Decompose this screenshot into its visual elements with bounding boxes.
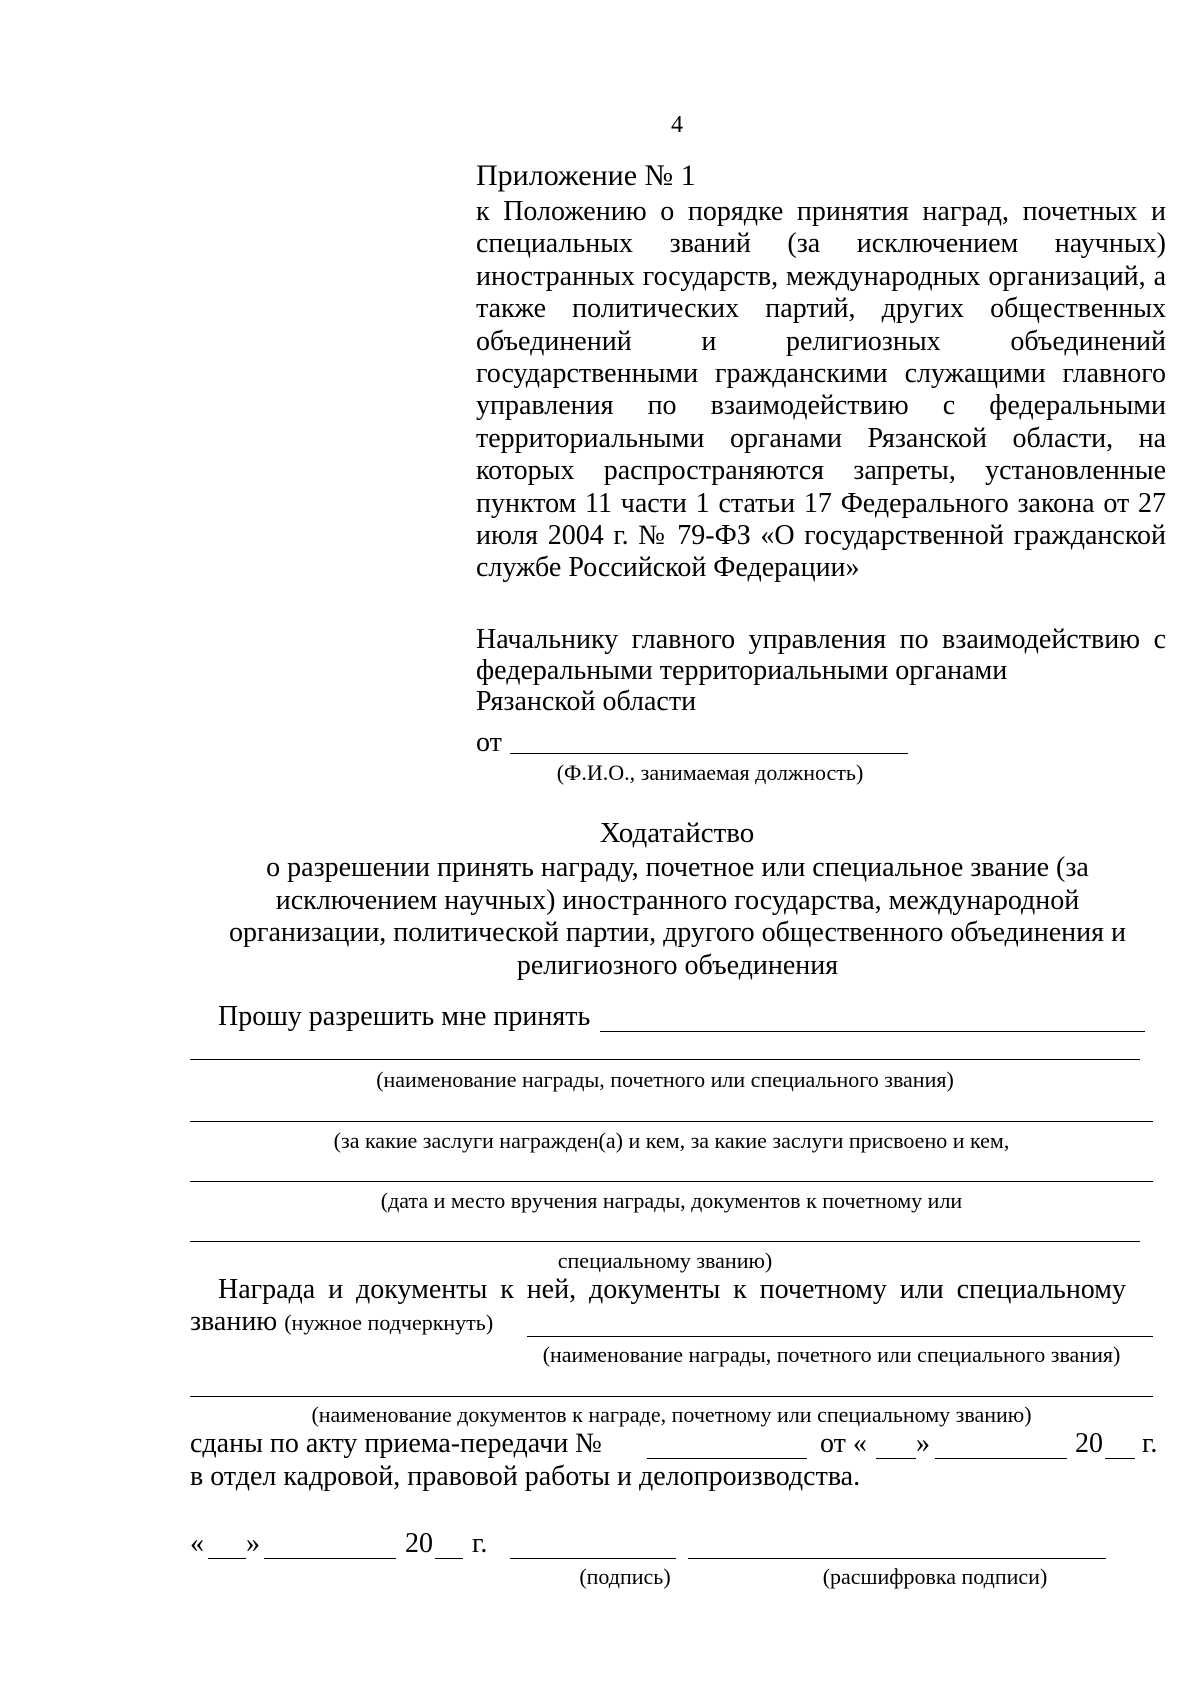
from-name-line [510,753,908,754]
petition-title: Ходатайство [599,817,755,849]
merits-caption: (за какие заслуги награжден(а) и кем, за какие заслуги присвоено и кем, [333,1128,1010,1153]
addressee-line: Начальнику главного управления по взаимодействию с [476,624,1166,655]
sign-quote-close: » [246,1528,260,1559]
underline-note: (нужное подчеркнуть) [284,1310,494,1335]
act-number-line [647,1458,807,1459]
department-text: в отдел кадровой, правовой работы и делопроизводства. [190,1461,861,1492]
signature-line [510,1558,676,1559]
merits-line [190,1121,1153,1122]
documents-text: Награда и документы к ней, документы к почетному или специальному [218,1274,1126,1305]
signature-decode-line [688,1558,1106,1559]
act-row [190,1428,602,1460]
award-name-caption: (наименование награды, почетного или специального звания) [376,1067,954,1092]
documents-text-line2 [190,1306,493,1338]
addressee-line: федеральными территориальными органами [476,655,1008,686]
act-g: г. [1142,1428,1158,1459]
documents-caption: специальному званию) [557,1248,773,1273]
from-label: от [476,727,502,758]
documents-word: званию [190,1306,278,1337]
from-caption: (Ф.И.О., занимаемая должность) [556,760,864,785]
request-line [600,1031,1145,1032]
date-place-line [190,1181,1153,1182]
addressee-block [476,624,1166,717]
act-from: от « [820,1428,867,1459]
sign-year-suffix: г. [472,1528,488,1559]
addressee-line: Рязанской области [476,686,697,717]
appendix-text: к Положению о порядке принятия наград, почетных и специальных званий (за исключением научных) иностранных государств, международных организаций, а также политических партий, других общественных объединений и религиозных объединений государственными гражданскими служащими главного управления по взаимодействию с федеральными территориальными органами Рязанской области, на которых распространяются запреты, установленные пунктом 11 части 1 статьи 17 Федерального закона от 27 июля 2004 г. № 79-ФЗ «О государственной гражданской службе Российской Федерации» [476,196,1166,584]
page-number: 4 [671,112,683,138]
docs-name-line [190,1396,1153,1397]
sign-quote-open: « [190,1528,204,1559]
act-year: 20 [1075,1428,1103,1459]
act-month-line [935,1458,1067,1459]
award-docs-caption: (наименование награды, почетного или специального звания) [542,1342,1121,1367]
docs-name-caption: (наименование документов к награде, почетному или специальному званию) [311,1402,1032,1427]
signature-decode-caption: (расшифровка подписи) [822,1564,1048,1589]
act-text: сданы по акту приема-передачи № [190,1428,602,1459]
act-year-line [1105,1458,1135,1459]
date-place-caption: (дата и место вручения награды, документов к почетному или [380,1188,963,1213]
request-text: Прошу разрешить мне принять [218,1001,591,1032]
signature-caption: (подпись) [579,1564,671,1589]
award-docs-line [527,1336,1153,1337]
sign-month-line [264,1558,396,1559]
act-quote: » [916,1428,930,1459]
documents-line [190,1241,1140,1242]
award-name-line [190,1059,1140,1060]
sign-year-prefix: 20 [405,1528,433,1559]
appendix-title: Приложение № 1 [476,159,696,192]
sign-year-line [435,1558,463,1559]
petition-subtitle: о разрешении принять награду, почетное или специальное звание (за исключением научных) иностранного государства, международной организации, политической партии, другого общественного объединения и религиозного объединения [228,852,1126,981]
documents-text-line1 [218,1274,1126,1306]
act-day-line [876,1458,916,1459]
sign-day-line [208,1558,246,1559]
